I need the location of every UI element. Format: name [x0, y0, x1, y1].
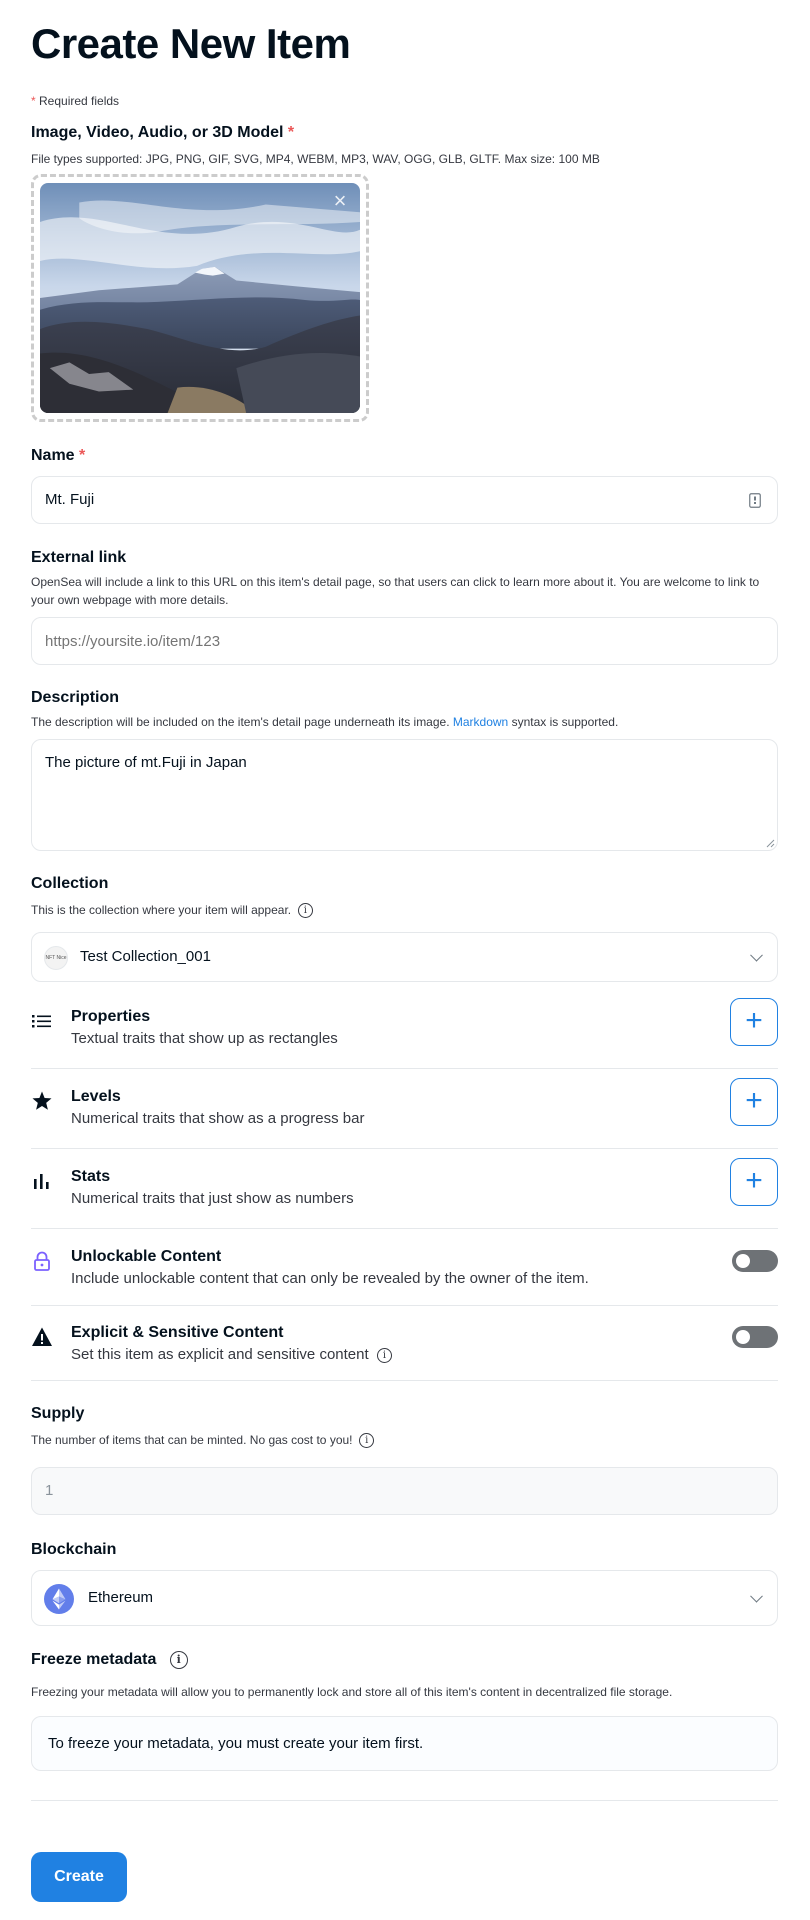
supply-label: Supply [31, 1405, 85, 1422]
add-levels-button[interactable]: + [730, 1078, 778, 1126]
description-textarea[interactable] [31, 739, 778, 851]
freeze-label: Freeze metadata i [31, 1651, 188, 1669]
supply-help: The number of items that can be minted. No gas cost to you! i [31, 1431, 374, 1449]
ethereum-icon [44, 1584, 74, 1614]
page-title: Create New Item [31, 20, 351, 67]
warning-icon [31, 1326, 53, 1348]
collection-help: This is the collection where your item will appear. i [31, 901, 313, 919]
name-field[interactable] [31, 476, 778, 524]
freeze-notice [31, 1716, 778, 1771]
required-fields-note: * Required fields [31, 94, 120, 108]
media-help: File types supported: JPG, PNG, GIF, SVG, MP4, WEBM, MP3, WAV, OGG, GLB, GLTF. Max size: 100 MB [31, 152, 600, 166]
properties-row [31, 1004, 778, 1048]
levels-row [31, 1084, 778, 1128]
unlockable-desc: Include unlockable content that can only be revealed by the owner of the item. [71, 1270, 589, 1287]
remove-image-icon[interactable]: × [333, 188, 347, 213]
info-icon[interactable]: i [359, 1433, 374, 1448]
blockchain-select[interactable] [31, 1570, 778, 1626]
info-icon[interactable]: i [377, 1348, 392, 1363]
supply-value: 1 [45, 1482, 54, 1499]
info-icon[interactable]: i [170, 1651, 188, 1669]
add-properties-button[interactable]: + [730, 998, 778, 1046]
password-manager-icon[interactable] [749, 493, 761, 508]
create-button[interactable]: Create [31, 1852, 127, 1902]
supply-input[interactable] [31, 1467, 778, 1515]
stats-desc: Numerical traits that just show as numbers [71, 1190, 354, 1207]
divider [31, 1380, 778, 1381]
collection-avatar: NFT Nice [44, 946, 68, 970]
divider [31, 1228, 778, 1229]
description-help: The description will be included on the item's detail page underneath its image. Markdown syntax is supported. [31, 715, 619, 729]
description-value: The picture of mt.Fuji in Japan [45, 754, 247, 771]
add-stats-button[interactable]: + [730, 1158, 778, 1206]
lock-icon [31, 1250, 53, 1272]
chevron-down-icon [750, 1590, 763, 1603]
description-label: Description [31, 689, 120, 706]
stats-title: Stats [71, 1168, 111, 1185]
markdown-link[interactable]: Markdown [452, 715, 509, 729]
name-label: Name * [31, 447, 86, 464]
required-star: * [31, 94, 36, 108]
bar-chart-icon [31, 1170, 53, 1192]
divider [31, 1305, 778, 1306]
star-icon [31, 1090, 53, 1112]
collection-label: Collection [31, 875, 109, 892]
unlockable-row [31, 1248, 778, 1288]
divider [31, 1148, 778, 1149]
collection-selected: Test Collection_001 [80, 948, 211, 965]
unlockable-toggle[interactable] [732, 1250, 778, 1272]
info-icon[interactable]: i [298, 903, 313, 918]
external-link-input[interactable] [31, 617, 778, 665]
properties-title: Properties [71, 1008, 151, 1025]
explicit-toggle[interactable] [732, 1326, 778, 1348]
properties-desc: Textual traits that show up as rectangles [71, 1030, 338, 1047]
unlockable-title: Unlockable Content [71, 1248, 222, 1265]
stats-row [31, 1164, 778, 1208]
resize-handle-icon[interactable] [766, 839, 775, 848]
divider [31, 1800, 778, 1801]
divider [31, 1068, 778, 1069]
collection-select[interactable] [31, 932, 778, 982]
blockchain-label: Blockchain [31, 1541, 117, 1558]
levels-desc: Numerical traits that show as a progress bar [71, 1110, 365, 1127]
explicit-title: Explicit & Sensitive Content [71, 1324, 284, 1341]
external-link-help: OpenSea will include a link to this URL on this item's detail page, so that users can click to learn more about it. You are welcome to link to your own webpage with more details. [31, 575, 760, 607]
media-label: Image, Video, Audio, or 3D Model * [31, 124, 295, 141]
media-dropzone[interactable] [31, 174, 369, 422]
explicit-row [31, 1324, 778, 1364]
external-link-label: External link [31, 549, 127, 566]
levels-title: Levels [71, 1088, 121, 1105]
uploaded-image-preview [40, 183, 360, 413]
freeze-help: Freezing your metadata will allow you to permanently lock and store all of this item's content in decentralized file storage. [31, 1685, 673, 1699]
mountain-photo [40, 183, 360, 413]
list-icon [31, 1010, 53, 1032]
explicit-desc: Set this item as explicit and sensitive content i [71, 1346, 392, 1363]
name-value: Mt. Fuji [45, 491, 95, 508]
chevron-down-icon [750, 949, 763, 962]
freeze-notice-text: To freeze your metadata, you must create your item first. [48, 1735, 424, 1752]
blockchain-selected: Ethereum [88, 1589, 154, 1606]
